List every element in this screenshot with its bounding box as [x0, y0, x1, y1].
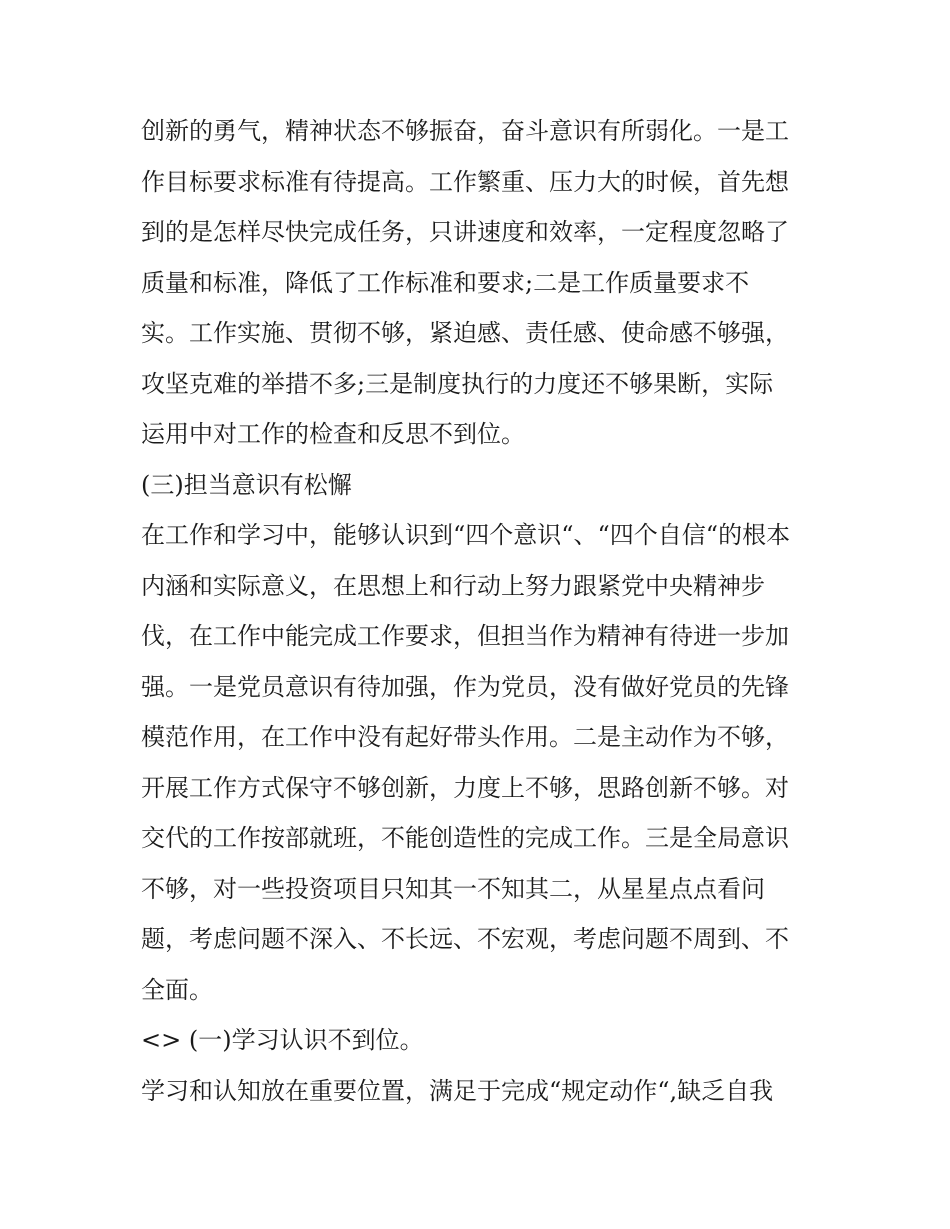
text-line: 题，考虑问题不深入、不长远、不宏观，考虑问题不周到、不	[141, 925, 789, 953]
section-heading: <> (一)学习认识不到位。	[141, 1026, 424, 1054]
text-line: 质量和标准，降低了工作标准和要求;二是工作质量要求不	[141, 268, 750, 297]
text-line: 学习和认知放在重要位置，满足于完成“规定动作“,缺乏自我	[141, 1076, 774, 1105]
text-line: 创新的勇气，精神状态不够振奋，奋斗意识有所弱化。一是工	[141, 117, 789, 145]
text-line: 交代的工作按部就班，不能创造性的完成工作。三是全局意识	[141, 824, 789, 852]
text-line: 到的是怎样尽快完成任务，只讲速度和效率，一定程度忽略了	[141, 218, 789, 246]
text-line: 攻坚克难的举措不多;三是制度执行的力度还不够果断，实际	[141, 369, 774, 398]
text-line: 全面。	[141, 975, 213, 1004]
text-line: 作目标要求标准有待提高。工作繁重、压力大的时候，首先想	[141, 167, 789, 196]
document-body	[141, 106, 821, 1116]
text-line: 伐，在工作中能完成工作要求，但担当作为精神有待进一步加	[141, 622, 789, 650]
text-line: 实。工作实施、贯彻不够，紧迫感、责任感、使命感不够强，	[141, 319, 789, 347]
text-line: 模范作用，在工作中没有起好带头作用。二是主动作为不够，	[141, 723, 789, 751]
text-line: 运用中对工作的检查和反思不到位。	[141, 420, 525, 448]
text-line: 强。一是党员意识有待加强，作为党员，没有做好党员的先锋	[141, 672, 789, 701]
text-line: 内涵和实际意义，在思想上和行动上努力跟紧党中央精神步	[141, 571, 765, 600]
text-line: 在工作和学习中，能够认识到“四个意识“、“四个自信“的根本	[141, 521, 791, 549]
text-line: 不够，对一些投资项目只知其一不知其二，从星星点点看问	[141, 874, 765, 903]
section-heading: (三)担当意识有松懈	[141, 470, 352, 499]
text-line: 开展工作方式保守不够创新，力度上不够，思路创新不够。对	[141, 773, 789, 802]
